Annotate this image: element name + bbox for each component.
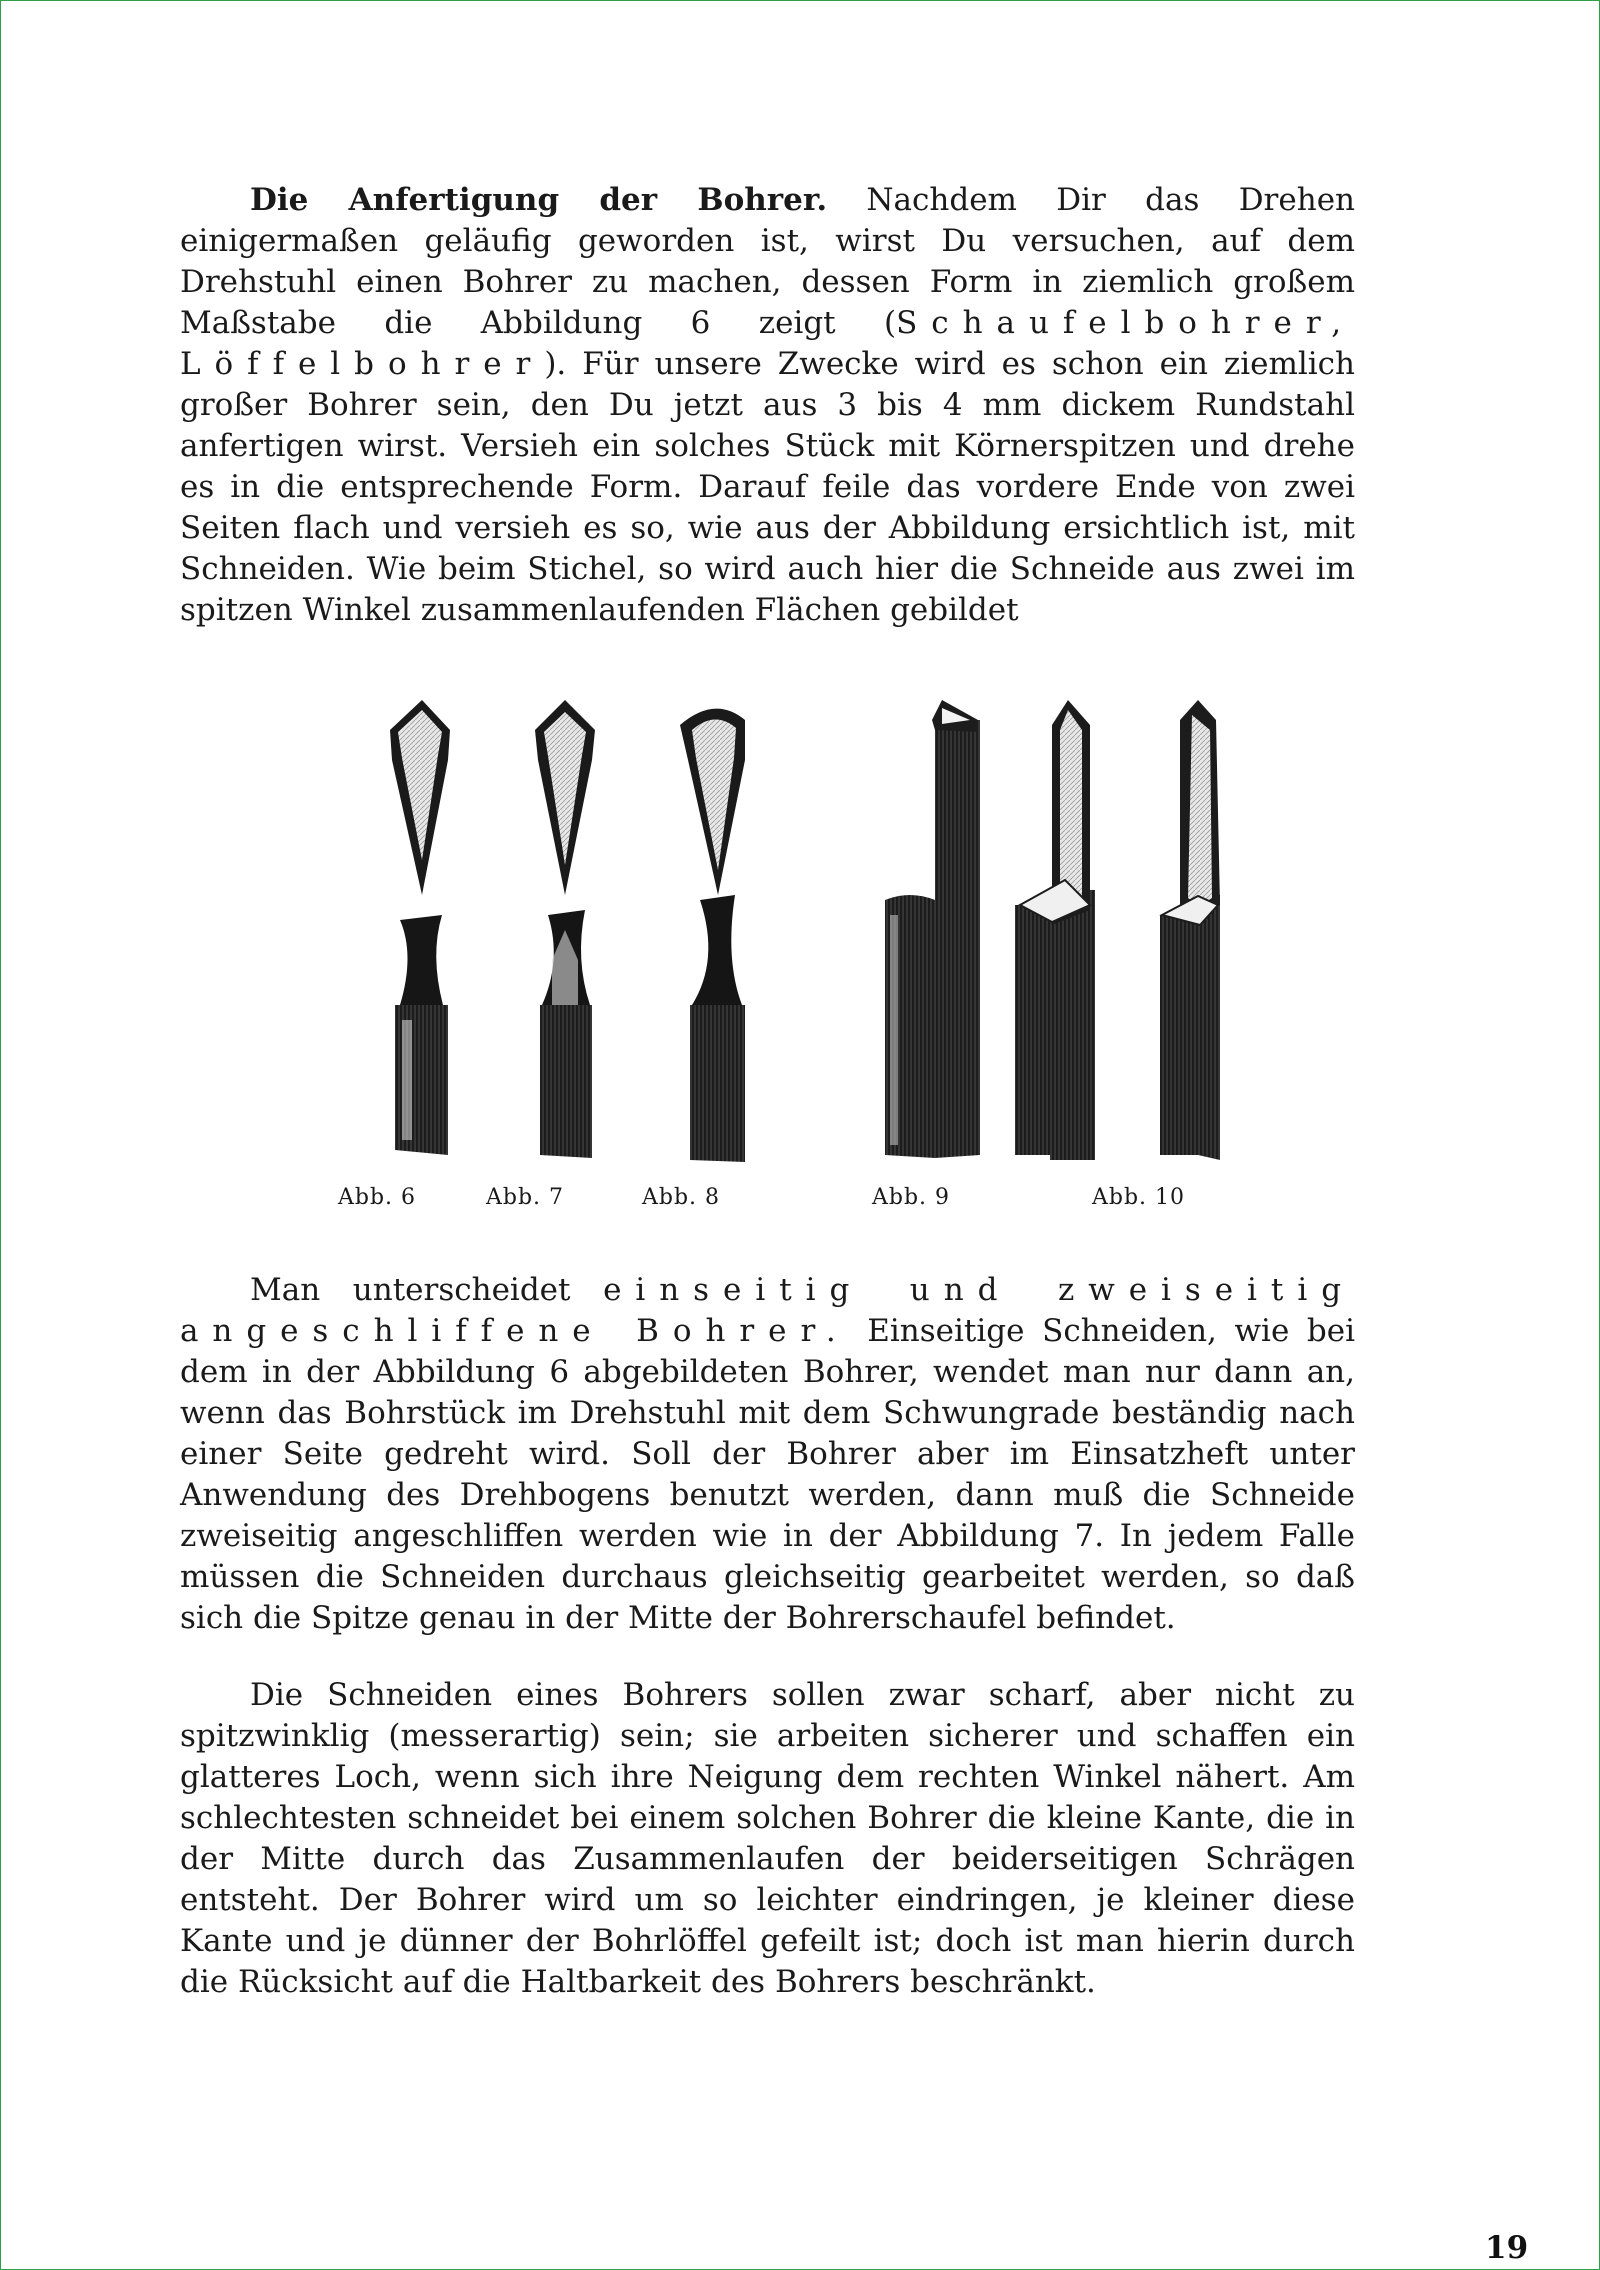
drill-figure-10	[1015, 700, 1095, 1160]
paragraph1-text-a: Nachdem Dir das Drehen einigermaßen geläufig geworden ist, wirst Du versuchen, auf dem Drehstuhl einen Bohrer zu machen, dessen Form in ziemlich großem Maßstabe die Abbildung 6 zeigt (	[180, 182, 1356, 341]
caption-abb-10: Abb. 10	[1092, 1185, 1186, 1210]
drill-figure-9	[885, 700, 980, 1158]
drill-figure-10-second	[1160, 700, 1220, 1160]
spaced-term-bohrer-types: einseitig und zweiseitig angeschliffene Bohrer.	[180, 1272, 1355, 1349]
drill-illustrations	[330, 700, 1380, 1200]
drill-figure-7	[535, 700, 595, 1158]
caption-abb-9: Abb. 9	[872, 1185, 951, 1210]
drill-figure-8	[680, 709, 745, 1162]
caption-abb-8: Abb. 8	[642, 1185, 721, 1210]
paragraph2-text-a: Man unterscheidet	[250, 1272, 604, 1308]
page-number: 19	[1485, 2230, 1529, 2266]
spaced-term-loeffelbohrer: Löffelbohrer	[180, 346, 545, 382]
caption-abb-7: Abb. 7	[486, 1185, 565, 1210]
paragraph1-text-b: ). Für unsere Zwecke wird es schon ein ziemlich großer Bohrer sein, den Du jetzt aus 3 bis 4 mm dickem Rundstahl anfertigen wirst. Versieh ein solches Stück mit Körnerspitzen und drehe es in die entsprechende Form. Darauf feile das vordere Ende von zwei Seiten flach und versieh es so, wie aus der Abbildung ersichtlich ist, mit Schneiden. Wie beim Stichel, so wird auch hier die Schneide aus zwei im spitzen Winkel zusammenlaufenden Flächen gebildet	[180, 346, 1355, 628]
drill-figure-6	[390, 700, 450, 1155]
paragraph-drill-types	[180, 1270, 1355, 1639]
paragraph-cutting-edges: Die Schneiden eines Bohrers sollen zwar scharf, aber nicht zu spitzwinklig (messerartig) sein; sie arbeiten sicherer und schaffen ein glatteres Loch, wenn sich ihre Neigung dem rechten Winkel nähert. Am schlechtesten schneidet bei einem solchen Bohrer die kleine Kante, die in der Mitte durch das Zusammenlaufen der beiderseitigen Schrägen entsteht. Der Bohrer wird um so leichter eindringen, je kleiner diese Kante und je dünner der Bohrlöffel gefeilt ist; doch ist man hierin durch die Rücksicht auf die Haltbarkeit des Bohrers beschränkt.	[180, 1677, 1355, 2000]
section-heading: Die Anfertigung der Bohrer.	[250, 182, 828, 218]
paragraph2-text-b: Einseitige Schneiden, wie bei dem in der Abbildung 6 abgebildeten Bohrer, wendet man nur dann an, wenn das Bohrstück im Drehstuhl mit dem Schwungrade beständig nach einer Seite gedreht wird. Soll der Bohrer aber im Einsatzheft unter Anwendung des Drehbogens benutzt werden, dann muß die Schneide zweiseitig angeschliffen werden wie in der Abbildung 7. In jedem Falle müssen die Schneiden durchaus gleichseitig gearbeitet werden, so daß sich die Spitze genau in der Mitte der Bohrerschaufel befindet.	[180, 1313, 1355, 1636]
caption-abb-6: Abb. 6	[338, 1185, 417, 1210]
paragraph-drill-making	[180, 180, 1355, 631]
spaced-term-schaufelbohrer: Schaufelbohrer,	[896, 305, 1355, 341]
